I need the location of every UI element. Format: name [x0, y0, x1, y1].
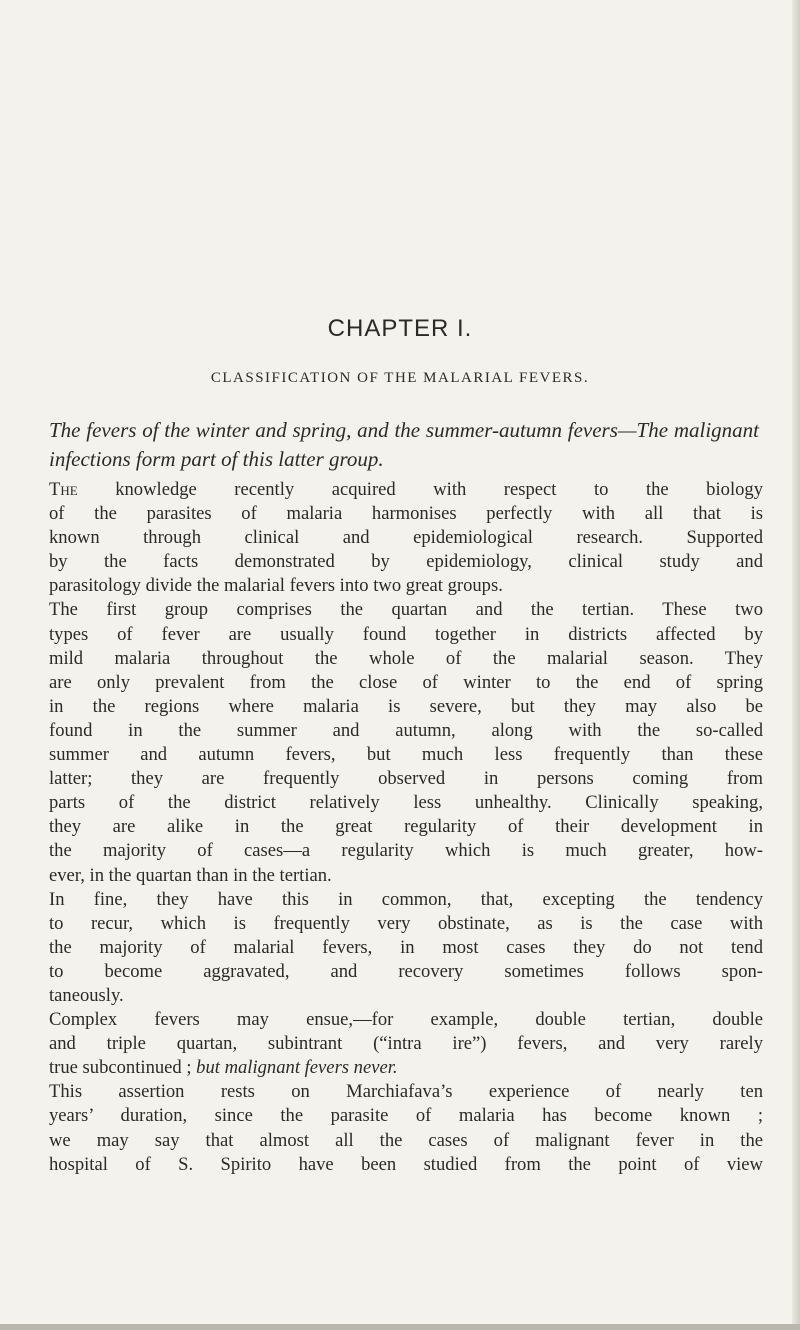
text-line: hospital of S. Spirito have been studied from the point of view	[49, 1153, 763, 1175]
text-line: years’ duration, since the parasite of malaria has become known ;	[49, 1105, 763, 1127]
text-line: to recur, which is frequently very obstinate, as is the case with	[49, 912, 763, 934]
text-line: taneously.	[49, 984, 124, 1006]
text-line: summer and autumn fevers, but much less frequently than these	[49, 744, 763, 766]
text-line: known through clinical and epidemiological research. Supported	[49, 527, 763, 549]
text-line: latter; they are frequently observed in persons coming from	[49, 768, 763, 790]
chapter-heading: CHAPTER I.	[327, 315, 473, 342]
text-line: the majority of malarial fevers, in most cases they do not tend	[49, 936, 763, 958]
text-line: The first group comprises the quartan and the tertian. These two	[49, 599, 763, 621]
text-line: we may say that almost all the cases of malignant fever in the	[49, 1129, 763, 1151]
text-line: parts of the district relatively less unhealthy. Clinically speaking,	[49, 792, 763, 814]
text-line: are only prevalent from the close of winter to the end of spring	[49, 671, 763, 693]
page-bottom-edge	[0, 1324, 800, 1330]
body-text	[49, 478, 763, 1177]
text-line: and triple quartan, subintrant (“intra ire”) fevers, and very rarely	[49, 1033, 763, 1055]
text-line: in the regions where malaria is severe, but they may also be	[49, 695, 763, 717]
text-line: Complex fevers may ensue,—for example, double tertian, double	[49, 1009, 763, 1031]
text-line: This assertion rests on Marchiafava’s experience of nearly ten	[49, 1081, 763, 1103]
text-line: true subcontinued ; but malignant fevers never.	[49, 1057, 398, 1079]
text-line: parasitology divide the malarial fevers into two great groups.	[49, 575, 503, 597]
text-line: ever, in the quartan than in the tertian.	[49, 864, 332, 886]
text-line: they are alike in the great regularity of their development in	[49, 816, 763, 838]
lead-word: The	[49, 479, 78, 500]
text-line: the majority of cases—a regularity which is much greater, how-	[49, 840, 763, 862]
text-line: found in the summer and autumn, along with the so-called	[49, 719, 763, 741]
page-edge	[792, 0, 800, 1330]
emphasis-text: but malignant fevers never.	[196, 1057, 398, 1079]
text-line: The knowledge recently acquired with respect to the biology	[49, 479, 763, 500]
section-title: CLASSIFICATION OF THE MALARIAL FEVERS.	[210, 370, 590, 386]
text-line: In fine, they have this in common, that, excepting the tendency	[49, 888, 763, 910]
text-line: by the facts demonstrated by epidemiology, clinical study and	[49, 551, 763, 573]
text-line: mild malaria throughout the whole of the malarial season. They	[49, 647, 763, 669]
text-line: types of fever are usually found together in districts affected by	[49, 623, 763, 645]
text-line: of the parasites of malaria harmonises perfectly with all that is	[49, 503, 763, 525]
chapter-summary: The fevers of the winter and spring, and the summer-autumn fevers—The malignant infections form part of this latter group.	[49, 418, 759, 471]
text-line: to become aggravated, and recovery sometimes follows spon-	[49, 960, 763, 982]
